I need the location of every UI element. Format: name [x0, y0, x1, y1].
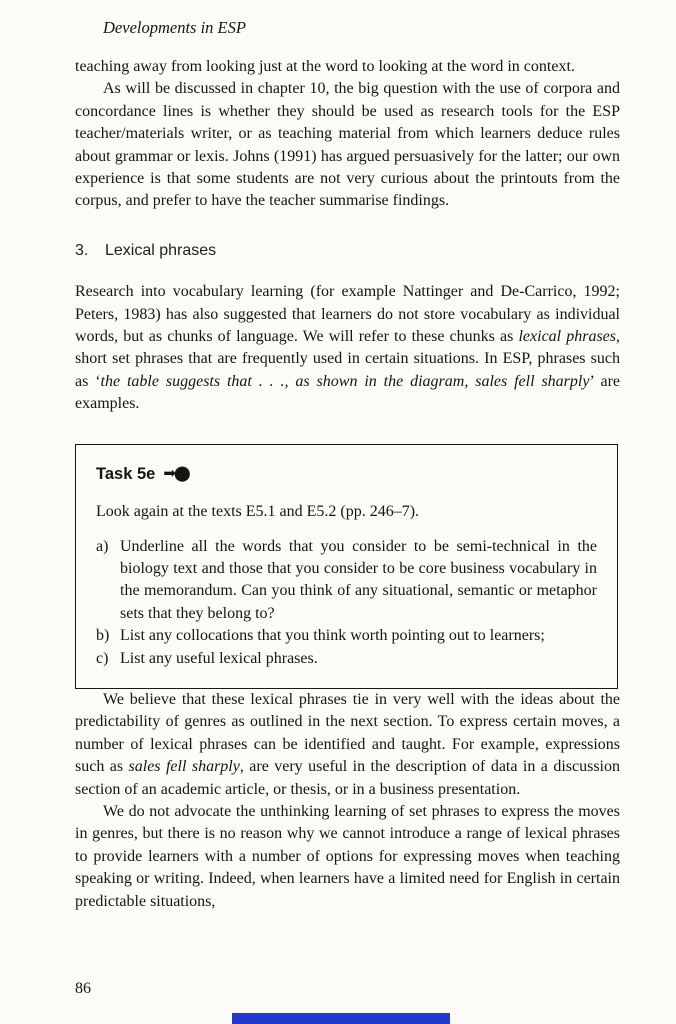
section-heading: [75, 240, 620, 262]
task-type-icon: ➡⬤: [163, 464, 189, 482]
task-item-label: b): [96, 627, 110, 645]
task-item-text: List any useful lexical phrases.: [120, 649, 318, 667]
paragraph-corpora: As will be discussed in chapter 10, the big question with the use of corpora and concordance lines is whether they should be used as research tools for the ESP teacher/materials writer, or as teaching material from which learners deduce rules about grammar or lexis. Johns (1991) has argued persuasively for the latter; our own experience is that some students are not very curious about the printouts from the corpus, and prefer to have the teacher summarise findings.: [75, 80, 620, 210]
task-item-label: a): [96, 537, 109, 555]
task-item-text: Underline all the words that you consider to be semi-technical in the biology text and those that you consider to be core business vocabulary in the memorandum. Can you think of any situational, semantic or metaphor sets that they belong to?: [120, 537, 597, 622]
task-item-c: [96, 648, 597, 670]
page-number: 86: [75, 980, 91, 997]
paragraph-lexical-phrases: Research into vocabulary learning (for example Nattinger and De-Carrico, 1992; Peters, 1983) has also suggested that learners do not store vocabulary as individual words, but as chunks of language. We will refer to these chunks as lexical phrases, short set phrases that are frequently used in certain situations. In ESP, phrases such as ‘the table suggests that . . ., as shown in the diagram, sales fell sharply’ are examples.: [75, 283, 621, 413]
paragraph-we-believe: We believe that these lexical phrases tie in very well with the ideas about the predictability of genres as outlined in the next section. To express certain moves, a number of lexical phrases can be identified and taught. For example, expressions such as sales fell sharply, are very useful in the description of data in a discussion section of an academic article, or thesis, or in a business presentation.: [75, 690, 620, 798]
task-item-label: c): [96, 649, 109, 667]
task-list: [96, 536, 597, 670]
page-body: [75, 56, 620, 913]
task-title: Task 5e: [96, 464, 156, 483]
paragraph-we-do-not-advocate: We do not advocate the unthinking learning of set phrases to express the moves in genres, but there is no reason why we cannot introduce a range of lexical phrases to provide learners with a number of options for expressing moves when teaching speaking or writing. Indeed, when learners have a limited need for English in certain predictable situations,: [75, 802, 620, 910]
paragraph-continuation: teaching away from looking just at the word to looking at the word in context.: [75, 58, 575, 75]
task-item-b: [96, 625, 597, 647]
section-number: 3.: [75, 241, 89, 259]
section-title: Lexical phrases: [105, 241, 217, 259]
task-title-row: [96, 463, 597, 485]
task-item-a: [96, 536, 597, 626]
task-intro: Look again at the texts E5.1 and E5.2 (pp. 246–7).: [96, 503, 420, 521]
task-item-text: List any collocations that you think worth pointing out to learners;: [120, 627, 545, 645]
running-head: Developments in ESP: [103, 18, 246, 37]
task-box: [75, 444, 618, 689]
scan-artifact-bar: [232, 1013, 450, 1024]
